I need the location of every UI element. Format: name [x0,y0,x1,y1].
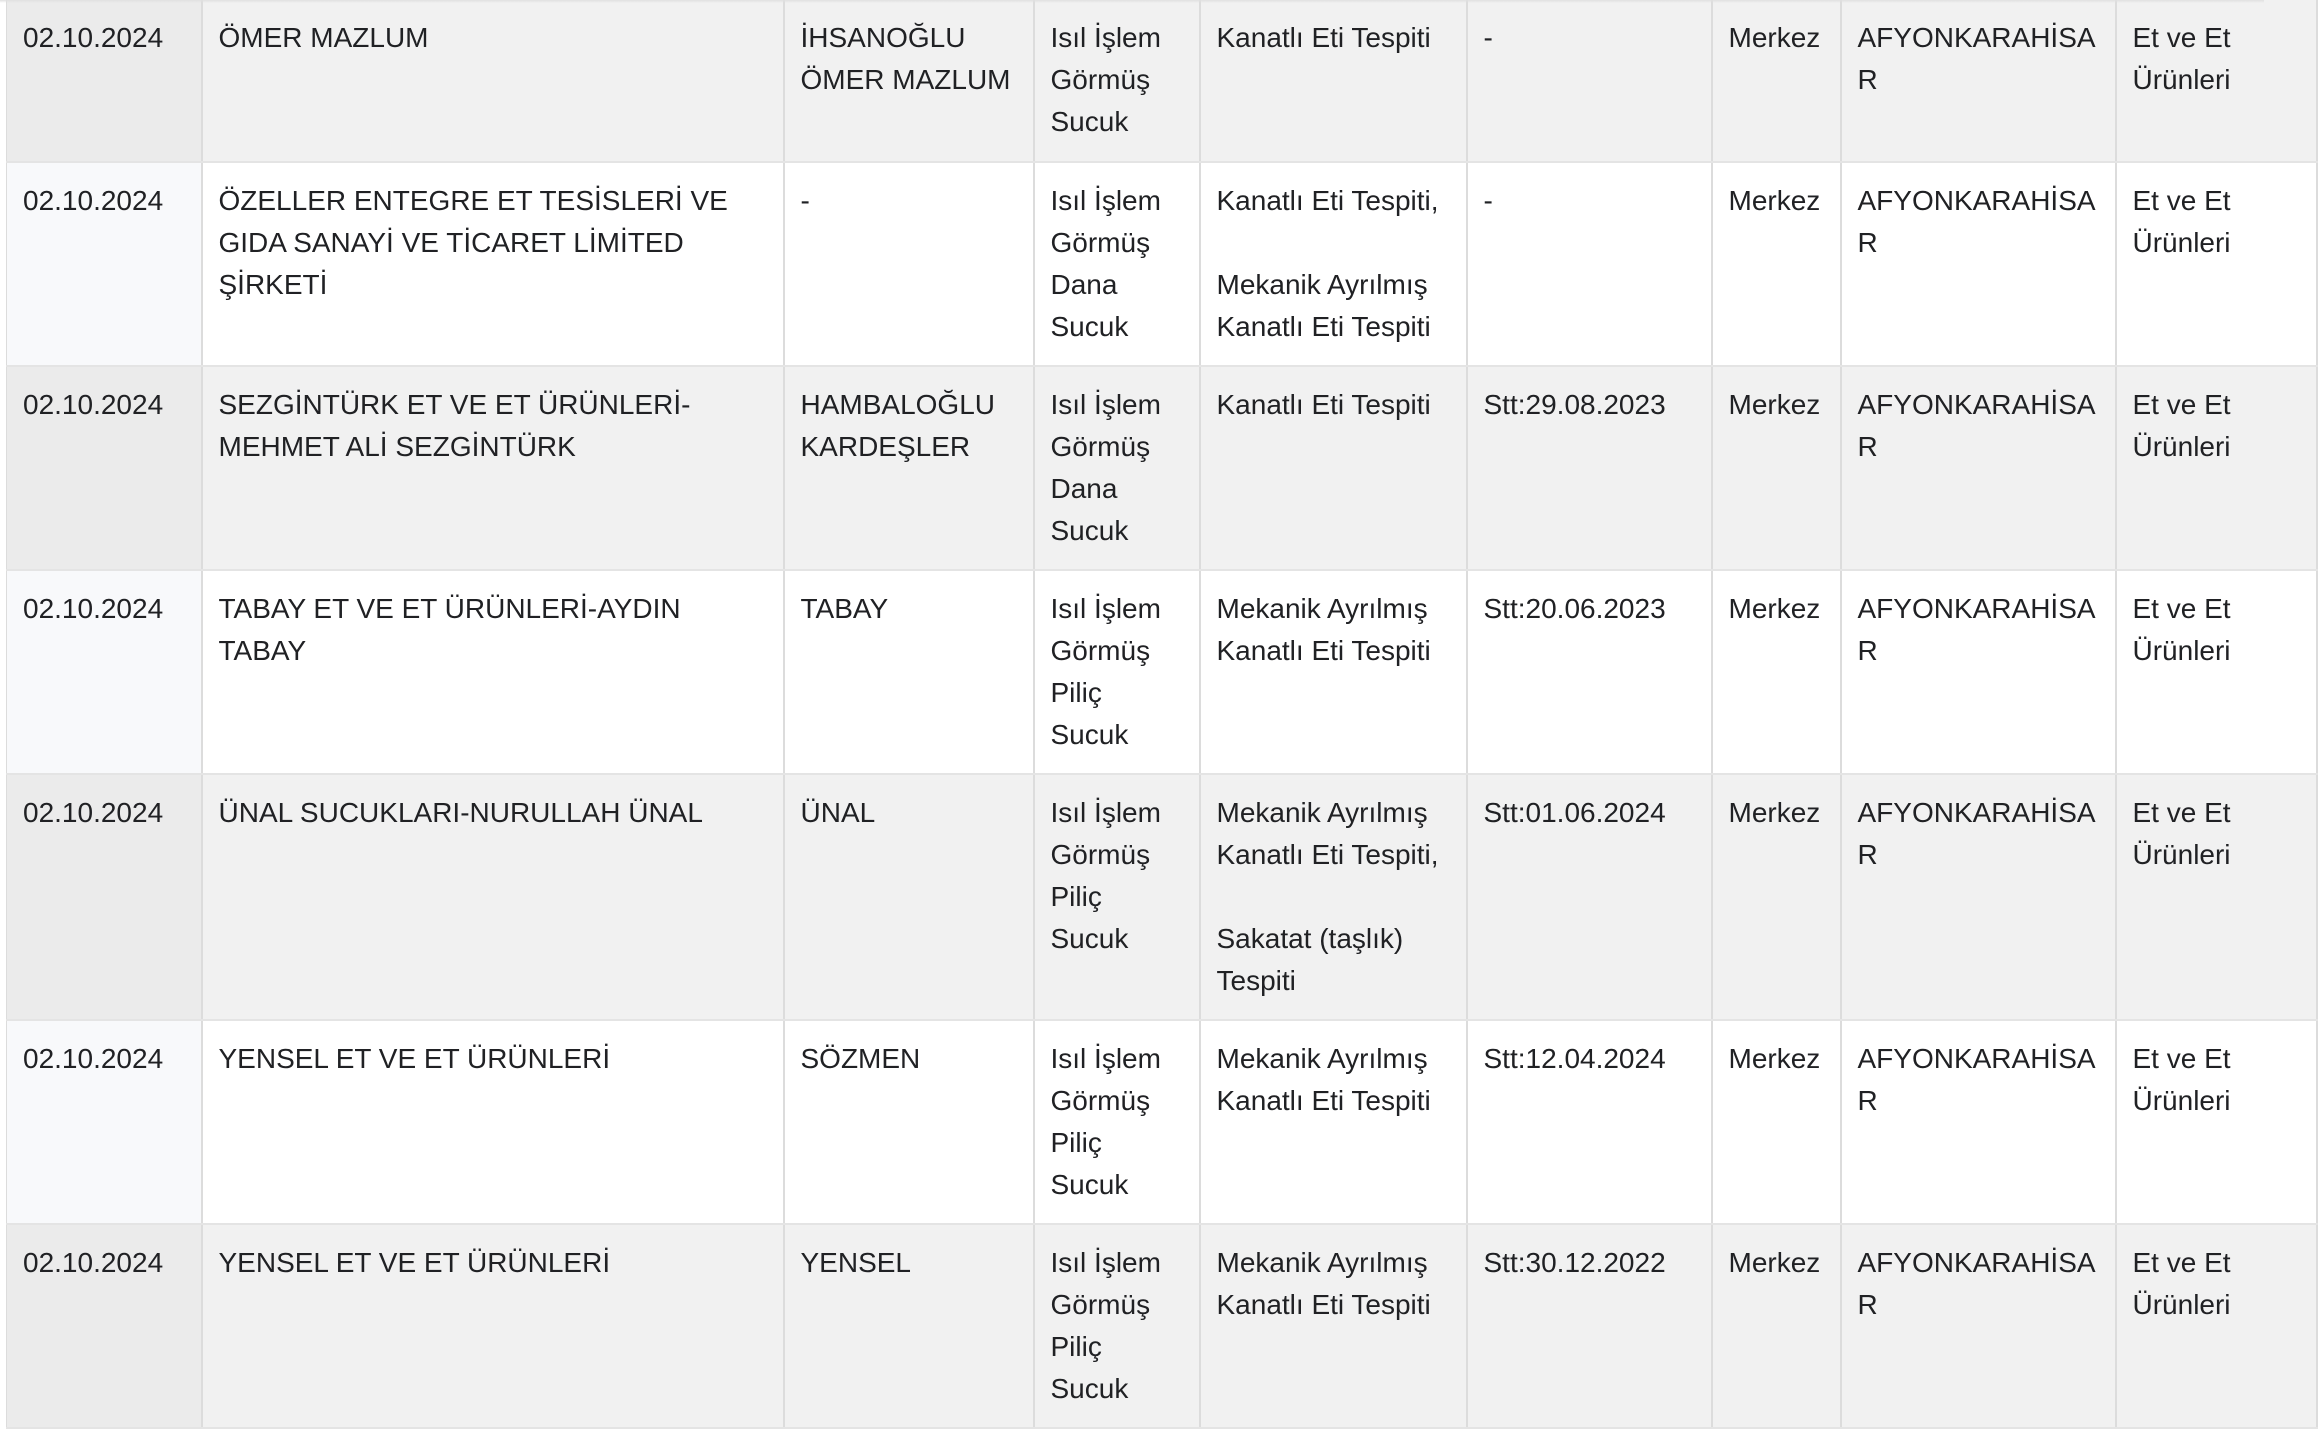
table-row [7,366,2317,570]
brand-cell: - [784,162,1034,366]
brand-cell: SÖZMEN [784,1020,1034,1224]
brand-cell: İHSANOĞLU ÖMER MAZLUM [784,0,1034,162]
lot-cell: Stt:20.06.2023 [1467,570,1712,774]
results-table [6,0,2318,1429]
header-shadow [0,0,2264,3]
company-cell: ÖMER MAZLUM [202,0,784,162]
date-cell: 02.10.2024 [7,570,202,774]
lot-cell: - [1467,162,1712,366]
product-group-cell: Et ve Et Ürünleri [2116,774,2317,1020]
product-group-cell: Et ve Et Ürünleri [2116,1224,2317,1428]
table-row [7,570,2317,774]
company-cell: TABAY ET VE ET ÜRÜNLERİ-AYDIN TABAY [202,570,784,774]
product-cell: Isıl İşlem Görmüş Sucuk [1034,0,1200,162]
date-cell: 02.10.2024 [7,0,202,162]
lot-cell: - [1467,0,1712,162]
lot-cell: Stt:12.04.2024 [1467,1020,1712,1224]
district-cell: Merkez [1712,162,1841,366]
product-cell: Isıl İşlem Görmüş Piliç Sucuk [1034,774,1200,1020]
district-cell: Merkez [1712,774,1841,1020]
product-cell: Isıl İşlem Görmüş Dana Sucuk [1034,162,1200,366]
province-cell: AFYONKARAHİSAR [1841,0,2116,162]
product-group-cell: Et ve Et Ürünleri [2116,1020,2317,1224]
company-cell: ÖZELLER ENTEGRE ET TESİSLERİ VE GIDA SANAYİ VE TİCARET LİMİTED ŞİRKETİ [202,162,784,366]
finding-cell: Mekanik Ayrılmış Kanatlı Eti Tespiti [1200,1020,1467,1224]
date-cell: 02.10.2024 [7,366,202,570]
product-cell: Isıl İşlem Görmüş Dana Sucuk [1034,366,1200,570]
table-row [7,1224,2317,1428]
finding-cell: Kanatlı Eti Tespiti [1200,366,1467,570]
district-cell: Merkez [1712,1224,1841,1428]
district-cell: Merkez [1712,0,1841,162]
table-row [7,774,2317,1020]
date-cell: 02.10.2024 [7,1224,202,1428]
brand-cell: HAMBALOĞLU KARDEŞLER [784,366,1034,570]
brand-cell: YENSEL [784,1224,1034,1428]
lot-cell: Stt:01.06.2024 [1467,774,1712,1020]
company-cell: YENSEL ET VE ET ÜRÜNLERİ [202,1020,784,1224]
product-group-cell: Et ve Et Ürünleri [2116,366,2317,570]
province-cell: AFYONKARAHİSAR [1841,162,2116,366]
finding-cell: Mekanik Ayrılmış Kanatlı Eti Tespiti [1200,1224,1467,1428]
province-cell: AFYONKARAHİSAR [1841,570,2116,774]
date-cell: 02.10.2024 [7,774,202,1020]
date-cell: 02.10.2024 [7,1020,202,1224]
table-row [7,162,2317,366]
district-cell: Merkez [1712,366,1841,570]
lot-cell: Stt:30.12.2022 [1467,1224,1712,1428]
finding-cell: Mekanik Ayrılmış Kanatlı Eti Tespiti, Sakatat (taşlık) Tespiti [1200,774,1467,1020]
lot-cell: Stt:29.08.2023 [1467,366,1712,570]
table-row [7,1020,2317,1224]
product-group-cell: Et ve Et Ürünleri [2116,570,2317,774]
province-cell: AFYONKARAHİSAR [1841,1224,2116,1428]
district-cell: Merkez [1712,1020,1841,1224]
company-cell: SEZGİNTÜRK ET VE ET ÜRÜNLERİ-MEHMET ALİ SEZGİNTÜRK [202,366,784,570]
district-cell: Merkez [1712,570,1841,774]
product-cell: Isıl İşlem Görmüş Piliç Sucuk [1034,570,1200,774]
finding-cell: Kanatlı Eti Tespiti [1200,0,1467,162]
product-group-cell: Et ve Et Ürünleri [2116,162,2317,366]
product-group-cell: Et ve Et Ürünleri [2116,0,2317,162]
company-cell: ÜNAL SUCUKLARI-NURULLAH ÜNAL [202,774,784,1020]
brand-cell: TABAY [784,570,1034,774]
product-cell: Isıl İşlem Görmüş Piliç Sucuk [1034,1224,1200,1428]
company-cell: YENSEL ET VE ET ÜRÜNLERİ [202,1224,784,1428]
finding-cell: Mekanik Ayrılmış Kanatlı Eti Tespiti [1200,570,1467,774]
table-row [7,0,2317,162]
date-cell: 02.10.2024 [7,162,202,366]
finding-cell: Kanatlı Eti Tespiti, Mekanik Ayrılmış Kanatlı Eti Tespiti [1200,162,1467,366]
product-cell: Isıl İşlem Görmüş Piliç Sucuk [1034,1020,1200,1224]
province-cell: AFYONKARAHİSAR [1841,1020,2116,1224]
province-cell: AFYONKARAHİSAR [1841,366,2116,570]
brand-cell: ÜNAL [784,774,1034,1020]
province-cell: AFYONKARAHİSAR [1841,774,2116,1020]
